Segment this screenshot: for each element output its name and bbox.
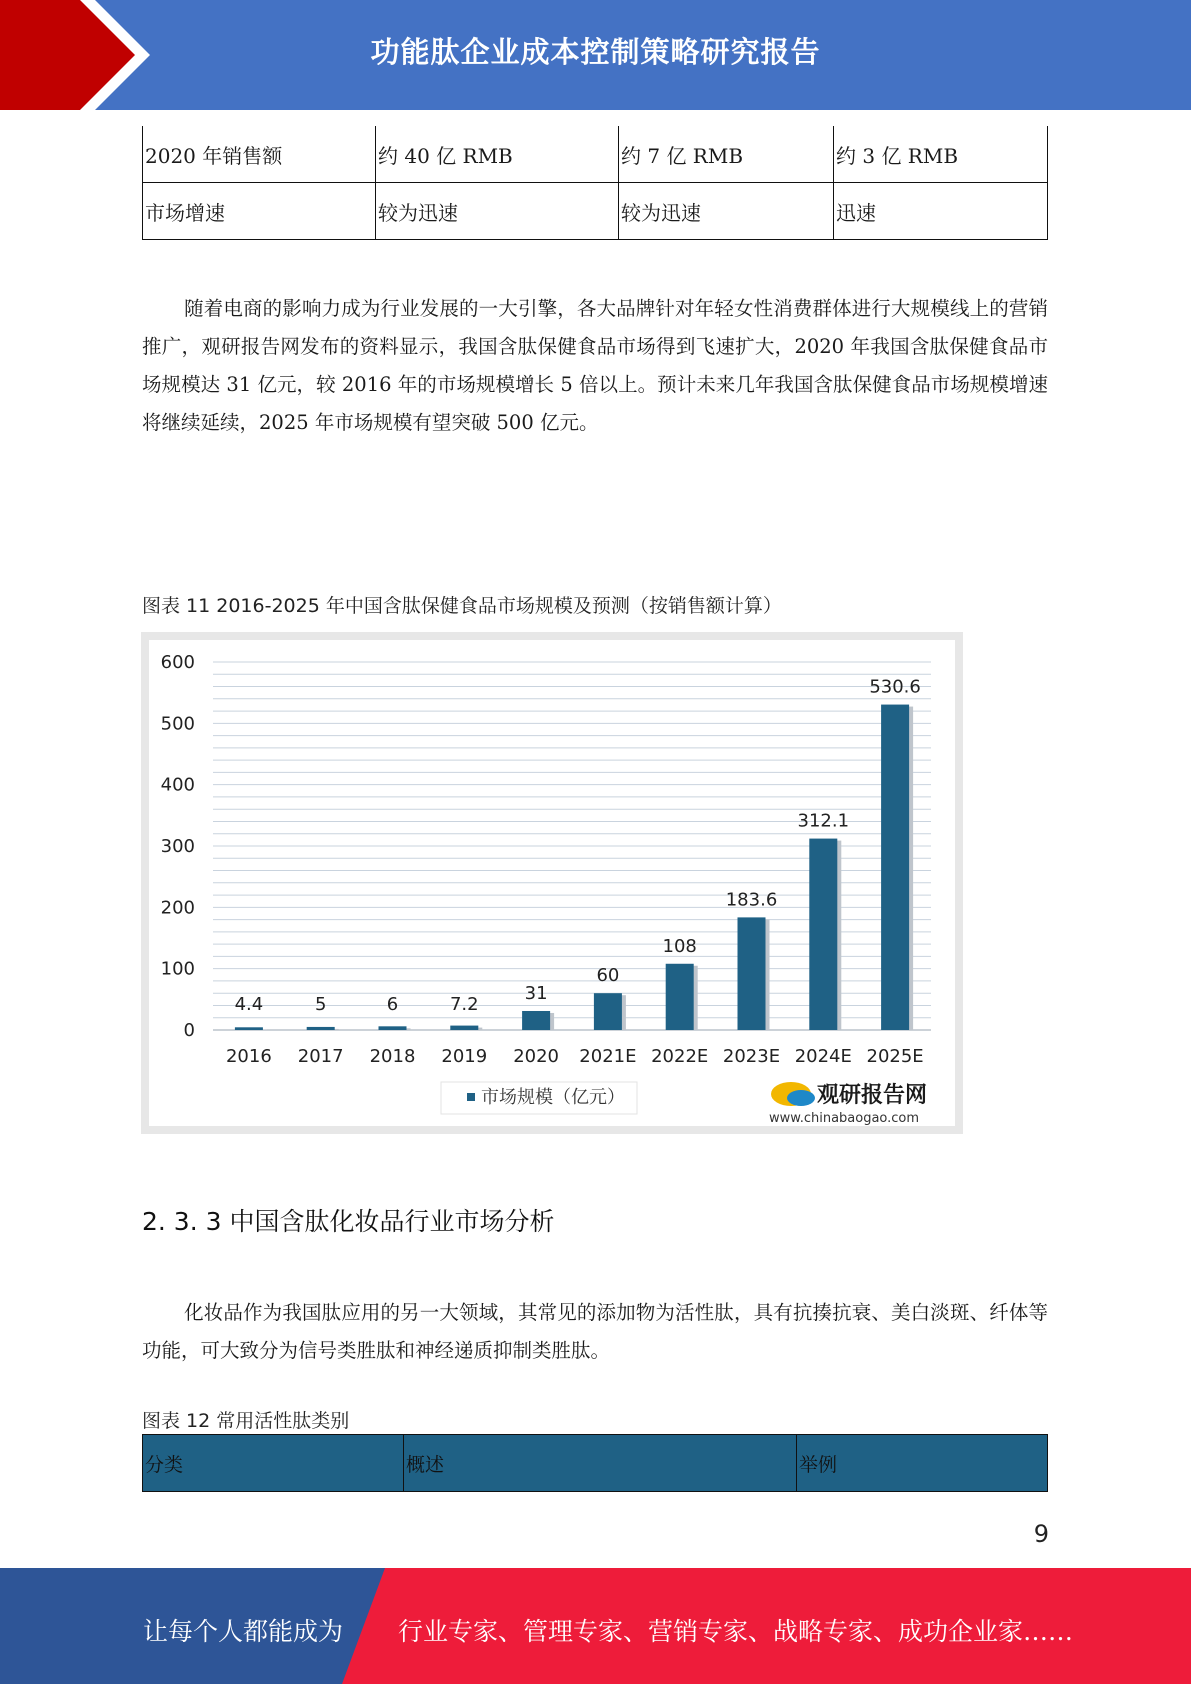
section-heading: 2. 3. 3 中国含肽化妆品行业市场分析	[142, 1207, 555, 1236]
table-row	[143, 126, 1048, 183]
data-label: 5	[314, 994, 327, 1015]
figure-11-caption: 图表 11 2016-2025 年中国含肽保健食品市场规模及预测（按销售额计算）	[142, 595, 782, 617]
data-label: 530.6	[869, 676, 921, 698]
sales-comparison-table	[142, 126, 1048, 240]
table-cell: 2020 年销售额	[143, 126, 376, 183]
bar	[450, 1026, 478, 1030]
table-row	[143, 183, 1048, 240]
page-footer	[0, 1568, 1191, 1684]
y-tick-label: 100	[160, 958, 195, 980]
table-header-row	[143, 1435, 1048, 1492]
table-header-cell: 概述	[404, 1435, 797, 1492]
table-cell: 较为迅速	[376, 183, 619, 240]
x-tick-label: 2016	[225, 1046, 272, 1067]
bar	[307, 1027, 335, 1030]
table-header-cell: 举例	[797, 1435, 1048, 1492]
report-title: 功能肽企业成本控制策略研究报告	[370, 35, 821, 69]
table-cell: 约 7 亿 RMB	[619, 126, 834, 183]
market-paragraph-text: 随着电商的影响力成为行业发展的一大引擎，各大品牌针对年轻女性消费群体进行大规模线上的营销推广，观研报告网发布的资料显示，我国含肽保健食品市场得到飞速扩大，2020 年我国含肽保健食品市场规模达 31 亿元，较 2016 年的市场规模增长 5 倍以上。预计未来几年我国含肽保健食品市场规模增速将继续延续，2025 年市场规模有望突破 500 亿元。	[142, 297, 1048, 434]
y-tick-label: 0	[183, 1020, 195, 1041]
chart-svg	[141, 632, 963, 1134]
data-label: 108	[662, 935, 697, 957]
bar	[235, 1027, 263, 1030]
page-number: 9	[1033, 1520, 1049, 1548]
x-tick-label: 2022E	[651, 1046, 709, 1067]
figure-12-caption: 图表 12 常用活性肽类别	[142, 1410, 350, 1432]
data-label: 31	[524, 982, 548, 1004]
legend-label: 市场规模（亿元）	[481, 1087, 625, 1108]
data-label: 6	[386, 994, 399, 1015]
bar	[522, 1011, 550, 1030]
footer-slogan-left: 让每个人都能成为	[143, 1617, 344, 1646]
table-cell: 市场增速	[143, 183, 376, 240]
footer-slogan-right: 行业专家、管理专家、营销专家、战略专家、成功企业家……	[398, 1617, 1074, 1646]
data-label: 312.1	[797, 810, 850, 832]
y-tick-label: 200	[160, 897, 195, 919]
data-label: 183.6	[725, 889, 778, 911]
bar	[379, 1026, 407, 1030]
bar	[594, 993, 622, 1030]
y-tick-label: 600	[160, 652, 195, 673]
page-header	[0, 0, 1191, 110]
data-label: 7.2	[449, 994, 479, 1015]
bar	[809, 839, 837, 1030]
x-tick-label: 2025E	[866, 1046, 924, 1067]
legend-swatch	[467, 1093, 475, 1101]
data-label: 4.4	[234, 994, 264, 1015]
y-tick-label: 400	[160, 774, 195, 796]
table-cell: 约 3 亿 RMB	[834, 126, 1048, 183]
bar	[666, 964, 694, 1030]
bar	[881, 705, 909, 1030]
market-size-chart	[141, 632, 963, 1134]
y-tick-label: 300	[160, 836, 195, 857]
watermark-logo-icon	[787, 1090, 815, 1106]
bar	[738, 917, 766, 1030]
cosmetics-paragraph-text: 化妆品作为我国肽应用的另一大领域，其常见的添加物为活性肽，具有抗揍抗衰、美白淡斑、纤体等功能，可大致分为信号类胜肽和神经递质抑制类胜肽。	[142, 1301, 1048, 1362]
x-tick-label: 2021E	[579, 1046, 637, 1067]
data-label: 60	[596, 965, 620, 987]
table-header-cell: 分类	[143, 1435, 404, 1492]
active-peptide-table	[142, 1434, 1048, 1492]
y-tick-label: 500	[160, 713, 195, 735]
watermark-url: www.chinabaogao.com	[769, 1111, 920, 1126]
x-tick-label: 2024E	[794, 1046, 852, 1067]
x-tick-label: 2020	[513, 1046, 560, 1067]
x-tick-label: 2019	[441, 1046, 488, 1067]
table-cell: 约 40 亿 RMB	[376, 126, 619, 183]
cosmetics-paragraph	[142, 1294, 1048, 1370]
table-cell: 迅速	[834, 183, 1048, 240]
market-paragraph	[142, 290, 1048, 442]
watermark-text: 观研报告网	[817, 1083, 928, 1108]
x-tick-label: 2018	[369, 1046, 416, 1067]
table-cell: 较为迅速	[619, 183, 834, 240]
x-tick-label: 2023E	[722, 1046, 781, 1067]
x-tick-label: 2017	[297, 1046, 344, 1067]
